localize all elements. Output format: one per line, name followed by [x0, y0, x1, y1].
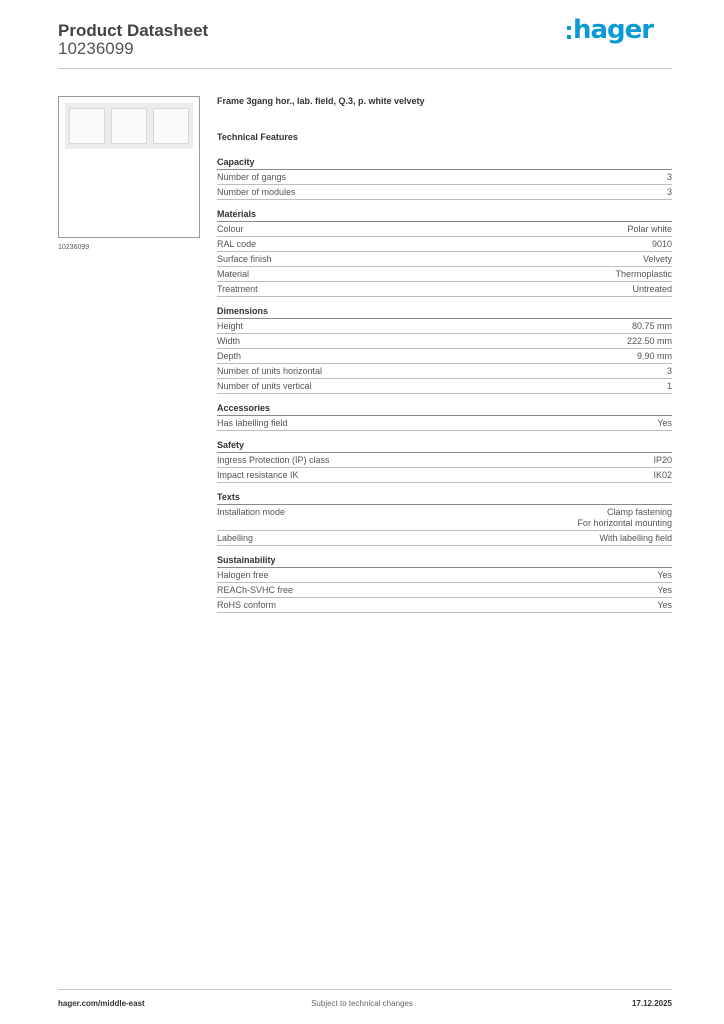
feature-value	[652, 239, 672, 250]
feature-row	[217, 319, 672, 334]
feature-row	[217, 222, 672, 237]
feature-row	[217, 237, 672, 252]
footer-date: 17.12.2025	[631, 999, 672, 1008]
feature-value-line: 1	[666, 381, 672, 391]
feature-value-line: Polar white	[627, 224, 672, 234]
feature-label: Material	[217, 269, 250, 279]
section-title: Sustainability	[217, 555, 672, 568]
section-materials	[217, 209, 672, 297]
feature-row	[217, 185, 672, 200]
feature-label: Has labelling field	[217, 418, 288, 428]
feature-value	[667, 381, 672, 392]
product-image	[58, 96, 200, 238]
section-title: Capacity	[217, 157, 672, 170]
feature-label: Halogen free	[217, 570, 269, 580]
feature-value-line: 9010	[651, 239, 672, 249]
feature-row	[217, 364, 672, 379]
feature-value-line: IK02	[653, 470, 672, 480]
feature-value	[653, 455, 672, 466]
feature-value-line: 3	[666, 172, 672, 182]
feature-value	[667, 366, 672, 377]
feature-sections	[217, 157, 672, 613]
hager-logo	[567, 15, 653, 45]
feature-row	[217, 505, 672, 531]
feature-row	[217, 583, 672, 598]
footer-divider	[58, 989, 672, 990]
page-title: Product Datasheet	[58, 21, 209, 40]
footer-notice: Subject to technical changes	[311, 999, 413, 1008]
section-title: Materials	[217, 209, 672, 222]
feature-row	[217, 349, 672, 364]
section-texts	[217, 492, 672, 546]
feature-row	[217, 531, 672, 546]
feature-value-line: With labelling field	[599, 533, 672, 543]
section-capacity	[217, 157, 672, 200]
frame-opening	[69, 108, 105, 144]
feature-value-line: Velvety	[642, 254, 672, 264]
feature-value-line: Yes	[657, 418, 672, 428]
feature-row	[217, 568, 672, 583]
feature-label: Number of modules	[217, 187, 296, 197]
footer-website[interactable]: hager.com/middle-east	[58, 999, 145, 1008]
feature-value-line: 9.90 mm	[636, 351, 672, 361]
feature-value	[643, 254, 672, 265]
frame-opening	[153, 108, 189, 144]
feature-value	[667, 187, 672, 198]
feature-label: Installation mode	[217, 507, 286, 517]
feature-value	[657, 570, 672, 581]
feature-row	[217, 334, 672, 349]
feature-label: RoHS conform	[217, 600, 277, 610]
feature-value-line: 222.50 mm	[626, 336, 672, 346]
feature-row	[217, 468, 672, 483]
feature-label: Number of units vertical	[217, 381, 312, 391]
section-sustainability	[217, 555, 672, 613]
feature-row	[217, 598, 672, 613]
feature-label: Width	[217, 336, 241, 346]
feature-label: Number of gangs	[217, 172, 287, 182]
feature-value	[657, 585, 672, 596]
section-safety	[217, 440, 672, 483]
section-title: Texts	[217, 492, 672, 505]
feature-label: Labelling	[217, 533, 254, 543]
section-accessories	[217, 403, 672, 431]
section-title: Accessories	[217, 403, 672, 416]
feature-value	[632, 321, 672, 332]
product-name: Frame 3gang hor., lab. field, Q.3, p. white velvety	[217, 96, 425, 106]
feature-value-line: Thermoplastic	[615, 269, 672, 279]
feature-value	[657, 600, 672, 611]
feature-value-line: 3	[666, 366, 672, 376]
image-caption: 10236099	[58, 244, 90, 251]
feature-value-line: 80.75 mm	[631, 321, 672, 331]
feature-label: Colour	[217, 224, 244, 234]
feature-value	[637, 351, 672, 362]
technical-features-heading: Technical Features	[217, 132, 298, 142]
feature-row	[217, 282, 672, 297]
feature-value	[632, 284, 672, 295]
feature-label: Impact resistance IK	[217, 470, 299, 480]
feature-row	[217, 267, 672, 282]
frame-3gang-picture	[65, 103, 193, 149]
feature-row	[217, 379, 672, 394]
feature-value-line: Clamp fastening	[606, 507, 672, 517]
feature-row	[217, 453, 672, 468]
feature-value	[667, 172, 672, 183]
feature-label: Ingress Protection (IP) class	[217, 455, 330, 465]
feature-label: RAL code	[217, 239, 257, 249]
feature-label: REACh-SVHC free	[217, 585, 294, 595]
feature-value	[657, 418, 672, 429]
feature-row	[217, 416, 672, 431]
feature-label: Number of units horizontal	[217, 366, 323, 376]
feature-value	[653, 470, 672, 481]
frame-opening	[111, 108, 147, 144]
section-title: Dimensions	[217, 306, 672, 319]
section-title: Safety	[217, 440, 672, 453]
feature-value-line: Yes	[657, 600, 672, 610]
feature-label: Treatment	[217, 284, 258, 294]
logo-colon-icon	[567, 26, 571, 39]
feature-value	[627, 224, 672, 235]
feature-label: Surface finish	[217, 254, 272, 264]
feature-value-line: For horizontal mounting	[577, 518, 672, 528]
feature-value-line: Yes	[657, 585, 672, 595]
feature-label: Height	[217, 321, 244, 331]
feature-value-line: Yes	[657, 570, 672, 580]
feature-value	[615, 269, 672, 280]
feature-value-line: Untreated	[632, 284, 672, 294]
logo-text: hager	[573, 15, 654, 45]
feature-value	[577, 507, 672, 529]
feature-row	[217, 252, 672, 267]
feature-value-line: 3	[666, 187, 672, 197]
features-panel	[217, 95, 672, 622]
feature-value	[627, 336, 672, 347]
feature-value-line: IP20	[653, 455, 672, 465]
feature-row	[217, 170, 672, 185]
header-divider	[58, 68, 672, 69]
feature-label: Depth	[217, 351, 242, 361]
feature-value	[599, 533, 672, 544]
section-dimensions	[217, 306, 672, 394]
product-number: 10236099	[58, 39, 134, 58]
